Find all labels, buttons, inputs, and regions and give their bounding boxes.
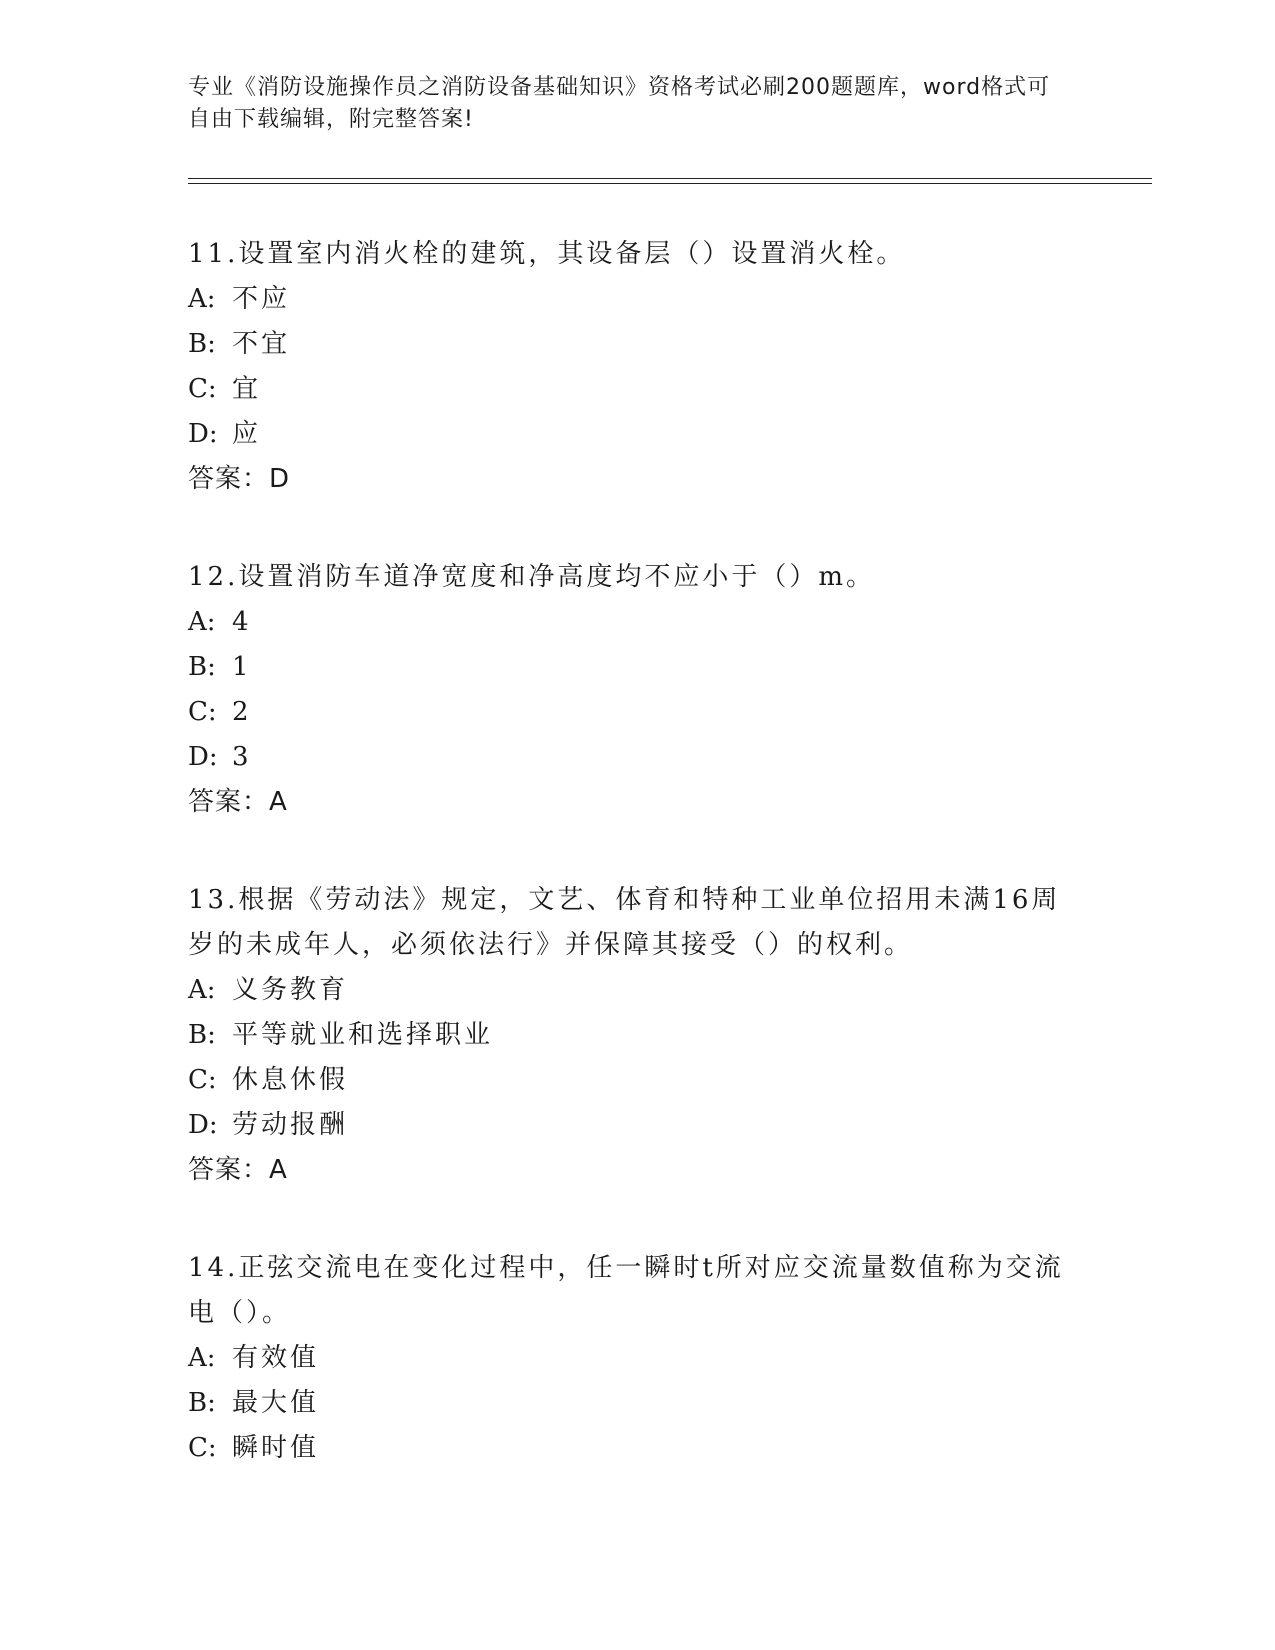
question-11 xyxy=(188,232,1088,502)
option-text: 2 xyxy=(232,697,252,727)
option-b xyxy=(188,322,1088,367)
option-a xyxy=(188,1336,1088,1381)
option-text: 平等就业和选择职业 xyxy=(232,1020,494,1050)
option-text: 宜 xyxy=(232,374,262,404)
option-key: C: xyxy=(188,1433,217,1463)
option-key: A: xyxy=(188,975,216,1005)
option-text: 休息休假 xyxy=(232,1065,349,1095)
option-text: 最大值 xyxy=(232,1388,320,1418)
header-divider-top xyxy=(188,178,1152,179)
question-stem: 12.设置消防车道净宽度和净高度均不应小于（）m。 xyxy=(188,562,876,592)
option-b xyxy=(188,645,1088,690)
question-stem: 14.正弦交流电在变化过程中，任一瞬时t所对应交流量数值称为交流电（）。 xyxy=(188,1253,1064,1328)
option-key: C: xyxy=(188,1065,217,1095)
option-text: 不应 xyxy=(232,284,291,314)
option-text: 1 xyxy=(232,652,252,682)
option-a xyxy=(188,968,1088,1013)
header-divider-bottom xyxy=(188,183,1152,184)
option-key: A: xyxy=(188,1343,216,1373)
option-b xyxy=(188,1381,1088,1426)
option-c xyxy=(188,367,1088,412)
option-d xyxy=(188,1103,1088,1148)
option-key: B: xyxy=(188,329,216,359)
option-d xyxy=(188,412,1088,457)
option-c xyxy=(188,1058,1088,1103)
answer-line: 答案：A xyxy=(188,1155,288,1185)
option-key: D: xyxy=(188,1110,218,1140)
option-text: 有效值 xyxy=(232,1343,320,1373)
question-13 xyxy=(188,878,1088,1193)
option-a xyxy=(188,277,1088,322)
question-14 xyxy=(188,1246,1088,1471)
option-key: A: xyxy=(188,284,216,314)
option-key: C: xyxy=(188,374,217,404)
option-text: 应 xyxy=(232,419,262,449)
answer-line: 答案：A xyxy=(188,787,288,817)
option-text: 3 xyxy=(232,742,252,772)
option-text: 劳动报酬 xyxy=(232,1110,349,1140)
option-text: 不宜 xyxy=(232,329,291,359)
option-key: D: xyxy=(188,742,218,772)
option-b xyxy=(188,1013,1088,1058)
question-stem: 11.设置室内消火栓的建筑，其设备层（）设置消火栓。 xyxy=(188,239,906,269)
question-spacer xyxy=(188,1193,1088,1246)
option-key: B: xyxy=(188,1020,216,1050)
answer-line: 答案：D xyxy=(188,464,291,494)
option-text: 4 xyxy=(232,607,252,637)
option-key: D: xyxy=(188,419,218,449)
option-key: A: xyxy=(188,607,216,637)
document-header: 专业《消防设施操作员之消防设备基础知识》资格考试必刷200题题库，word格式可自由下载编辑，附完整答案! xyxy=(188,75,1051,132)
question-spacer xyxy=(188,825,1088,878)
option-text: 瞬时值 xyxy=(232,1433,320,1463)
option-c xyxy=(188,1426,1088,1471)
question-12 xyxy=(188,555,1088,825)
question-list xyxy=(188,232,1088,1471)
option-a xyxy=(188,600,1088,645)
option-text: 义务教育 xyxy=(232,975,349,1005)
question-stem: 13.根据《劳动法》规定，文艺、体育和特种工业单位招用未满16周岁的未成年人，必须依法行》并保障其接受（）的权利。 xyxy=(188,885,1061,960)
question-spacer xyxy=(188,502,1088,555)
option-key: B: xyxy=(188,652,216,682)
option-d xyxy=(188,735,1088,780)
option-key: C: xyxy=(188,697,217,727)
option-key: B: xyxy=(188,1388,216,1418)
option-c xyxy=(188,690,1088,735)
